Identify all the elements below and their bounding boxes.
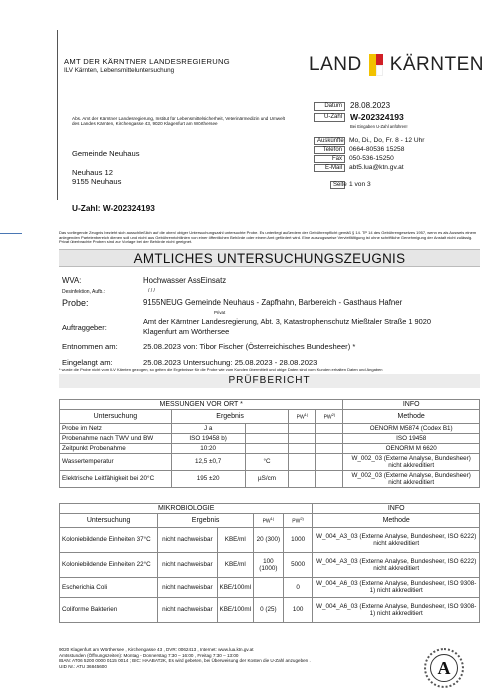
- footer-uid: UID Nr.: ATU 36845600: [59, 663, 107, 669]
- footer-bank: IBAN: AT06 5200 0000 0115 0014 ; BIC: HAABAT2K, Es wird gebeten, bei Überweisung der Kosten die U-Zahl anzugeben .: [59, 658, 311, 664]
- sender-line: Abs. Amt der Kärntner Landesregierung, Institut für Lebensmittelsicherheit, Veterinärmedizin und Umwelt des Landes Kärnten, Kirchengasse 43, 9020 Klagenfurt am Wörthersee: [72, 116, 285, 127]
- cell-untersuchung: Escherichia Coli: [60, 577, 158, 597]
- cell-einheit: µS/cm: [245, 470, 289, 487]
- cell-methode: W_004_A6_03 (Externe Analyse, Bundesheer, ISO 9308-1) nicht akkreditiert: [313, 597, 480, 622]
- fax-label: Fax: [314, 155, 345, 163]
- logo-mark-icon: [369, 54, 383, 76]
- cell-pw1: [254, 577, 284, 597]
- table-row: [60, 470, 480, 487]
- cell-pw2: [316, 453, 343, 470]
- cell-ergebnis: 10:20: [171, 443, 245, 453]
- col-header-ergebnis: Ergebnis: [158, 514, 254, 528]
- auftraggeber-label: Auftraggeber:: [62, 323, 107, 332]
- group-header-info: INFO: [343, 400, 480, 410]
- uzahl-label: U-Zahl: [314, 113, 345, 122]
- cell-pw2: 0: [283, 577, 313, 597]
- table-row: [60, 577, 480, 597]
- header-divider: [57, 30, 58, 200]
- auftraggeber-value: Amt der Kärntner Landesregierung, Abt. 3, Katastrophenschutz Mießtaler Straße 1 9020 Klagenfurt am Wörthersee: [143, 317, 431, 336]
- authority-dept: ILV Kärnten, Lebensmitteluntersuchung: [64, 67, 175, 74]
- cell-pw2: [316, 443, 343, 453]
- cell-methode: OENORM M5874 (Codex B1): [343, 423, 480, 433]
- telefon-value: 0664-80536 15258: [349, 146, 405, 153]
- cell-pw2: [316, 423, 343, 433]
- cell-pw2: [316, 470, 343, 487]
- document-title: AMTLICHES UNTERSUCHUNGSZEUGNIS: [59, 249, 480, 267]
- col-header-pw1: PW$^{1)}$: [254, 514, 284, 528]
- cell-pw1: [289, 423, 316, 433]
- table-row: [60, 443, 480, 453]
- cell-ergebnis: nicht nachweisbar: [158, 577, 217, 597]
- cell-methode: W_004_A3_03 (Externe Analyse, Bundesheer, ISO 6222) nicht akkreditiert: [313, 527, 480, 552]
- group-header-messungen: MESSUNGEN VOR ORT *: [60, 400, 343, 410]
- cell-einheit: KBE/100ml: [217, 597, 254, 622]
- land-kaernten-logo: LAND KÄRNTEN: [309, 54, 484, 75]
- fax-value: 050-536-15250: [349, 155, 394, 162]
- col-header-pw2: PW$^{2)}$: [316, 410, 343, 424]
- cell-untersuchung: Probenahme nach TWV und BW: [60, 433, 172, 443]
- cell-pw2: 100: [283, 597, 313, 622]
- cell-methode: W_004_A3_03 (Externe Analyse, Bundesheer, ISO 6222) nicht akkreditiert: [313, 552, 480, 577]
- telefon-label: Telefon: [314, 146, 345, 154]
- probe-label: Probe:: [62, 298, 89, 308]
- desinfektion-value: / / /: [148, 288, 155, 294]
- cell-ergebnis: J a: [171, 423, 245, 433]
- footer-address: 9020 Klagenfurt am Wörthersee , Kirchengasse 43 , DVR: 0062413 , Internet: www.lua.ktn.gv.at: [59, 647, 254, 652]
- cell-methode: W_002_03 (Externe Analyse, Bundesheer) nicht akkreditiert: [343, 470, 480, 487]
- uzahl-heading: U-Zahl: W-202324193: [72, 203, 155, 213]
- col-header-pw1: PW$^{1)}$: [289, 410, 316, 424]
- cell-pw1: [289, 443, 316, 453]
- cell-ergebnis: nicht nachweisbar: [158, 597, 217, 622]
- group-header-mikrobiologie: MIKROBIOLOGIE: [60, 504, 313, 514]
- cell-untersuchung: Coliforme Bakterien: [60, 597, 158, 622]
- pruefbericht-heading: PRÜFBERICHT: [59, 374, 480, 388]
- cell-ergebnis: 12,5 ±0,7: [171, 453, 245, 470]
- cell-pw1: [289, 433, 316, 443]
- cell-pw2: 5000: [283, 552, 313, 577]
- cell-einheit: KBE/100ml: [217, 577, 254, 597]
- cell-untersuchung: Zeitpunkt Probenahme: [60, 443, 172, 453]
- table-row: [60, 433, 480, 443]
- cell-pw2: 1000: [283, 527, 313, 552]
- seite-label: Seite: [330, 181, 345, 189]
- cell-ergebnis: nicht nachweisbar: [158, 527, 217, 552]
- email-value: abt5.lua@ktn.gv.at: [349, 164, 404, 171]
- table-row: [60, 527, 480, 552]
- cell-pw1: 0 (25): [254, 597, 284, 622]
- datum-label: Datum: [314, 102, 345, 111]
- col-header-methode: Methode: [343, 410, 480, 424]
- col-header-untersuchung: Untersuchung: [60, 514, 158, 528]
- table-row: [60, 597, 480, 622]
- wva-value: Hochwasser AssEinsatz: [143, 276, 227, 285]
- cell-einheit: [245, 423, 289, 433]
- cell-ergebnis: nicht nachweisbar: [158, 552, 217, 577]
- seite-value: 1 von 3: [349, 181, 371, 188]
- col-header-pw2: PW$^{2)}$: [283, 514, 313, 528]
- recipient-street: Neuhaus 12: [72, 168, 113, 177]
- cell-ergebnis: 195 ±20: [171, 470, 245, 487]
- table-row: [60, 453, 480, 470]
- desinfektion-label: Desinfektion, Aufb.:: [62, 289, 106, 295]
- fold-mark: [0, 233, 22, 234]
- cell-untersuchung: Koloniebildende Einheiten 37°C: [60, 527, 158, 552]
- uzahl-note: Bei Eingaben U-Zahl anführen!: [350, 124, 408, 129]
- disclaimer: Das vorliegende Zeugnis bezieht sich ausschließlich auf die oben/ obiger Untersuchungszahl untersuchte Probe. Es unterliegt außerdem der Gebührenpflicht gemäß § 14. TP 14 des Gebührengesetzes 1957, wenn es als Ausweis einem anlegenden Parteienbereich dienen soll und nicht aus Gebührenrichtlinien von einer öffentlichen Behörde oder einem Amt gefördert wird. Eine auszugsweise Vervielfältigung ist ohne schriftliche Genehmigung der Anstalt nicht zulässig. Privat überbrachte Proben sind zur Vorlage bei der Behörde nicht geeignet.: [59, 230, 477, 245]
- cell-pw1: 100 (1000): [254, 552, 284, 577]
- recipient-city: 9155 Neuhaus: [72, 177, 122, 186]
- cell-methode: OENORM M 6620: [343, 443, 480, 453]
- cell-methode: W_002_03 (Externe Analyse, Bundesheer) nicht akkreditiert: [343, 453, 480, 470]
- auskunfte-value: Mo, Di., Do, Fr. 8 - 12 Uhr: [349, 137, 425, 144]
- recipient-name: Gemeinde Neuhaus: [72, 149, 140, 158]
- cell-untersuchung: Elektrische Leitfähigkeit bei 20°C: [60, 470, 172, 487]
- table-row: [60, 423, 480, 433]
- authority-name: AMT DER KÄRNTNER LANDESREGIERUNG: [64, 57, 230, 66]
- col-header-untersuchung: Untersuchung: [60, 410, 172, 424]
- cell-methode: W_004_A6_03 (Externe Analyse, Bundesheer, ISO 9308-1) nicht akkreditiert: [313, 577, 480, 597]
- cell-einheit: [245, 443, 289, 453]
- probe-value: 9155NEUG Gemeinde Neuhaus - Zapfhahn, Barbereich - Gasthaus Hafner: [143, 298, 403, 307]
- cell-untersuchung: Koloniebildende Einheiten 22°C: [60, 552, 158, 577]
- footer-hours: Amtsstunden (Öffnungszeiten): Montag - Donnerstag 7:30 – 16:00 , Freitag 7:30 – 13:00: [59, 652, 239, 658]
- cell-untersuchung: Probe im Netz: [60, 423, 172, 433]
- cell-einheit: KBE/ml: [217, 552, 254, 577]
- messungen-table: [59, 399, 480, 488]
- col-header-methode: Methode: [313, 514, 480, 528]
- cell-pw2: [316, 433, 343, 443]
- wva-label: WVA:: [62, 276, 82, 285]
- cell-einheit: KBE/ml: [217, 527, 254, 552]
- accreditation-seal-icon: A: [424, 648, 464, 688]
- email-label: E-Mail: [314, 164, 345, 172]
- privat-label: Privat: [214, 310, 226, 315]
- entnommen-value: 25.08.2023 von: Tibor Fischer (Österreichisches Bundesheer) *: [143, 342, 356, 351]
- eingelangt-label: Eingelangt am:: [62, 358, 113, 367]
- footer: [59, 647, 419, 669]
- mikrobiologie-table: [59, 503, 480, 623]
- entnommen-label: Entnommen am:: [62, 342, 118, 351]
- cell-einheit: °C: [245, 453, 289, 470]
- cell-pw1: [289, 453, 316, 470]
- auskunfte-label: Auskünfte: [314, 137, 345, 145]
- group-header-info: INFO: [313, 504, 480, 514]
- cell-einheit: [245, 433, 289, 443]
- cell-pw1: 20 (300): [254, 527, 284, 552]
- datum-value: 28.08.2023: [350, 101, 391, 110]
- cell-pw1: [289, 470, 316, 487]
- col-header-ergebnis: Ergebnis: [171, 410, 289, 424]
- cell-untersuchung: Wassertemperatur: [60, 453, 172, 470]
- sample-footnote: * wurde die Probe nicht vom ILV Kärnten gezogen, so gelten die Ergebnisse für die Probe wie vom Kunden übermittelt und obige Daten sind vom Kunden erhalten Daten und Angaben: [59, 367, 383, 372]
- table-row: [60, 552, 480, 577]
- cell-ergebnis: ISO 19458 b): [171, 433, 245, 443]
- cell-methode: ISO 19458: [343, 433, 480, 443]
- uzahl-value: W-202324193: [350, 112, 404, 122]
- eingelangt-value: 25.08.2023 Untersuchung: 25.08.2023 - 28.08.2023: [143, 358, 318, 367]
